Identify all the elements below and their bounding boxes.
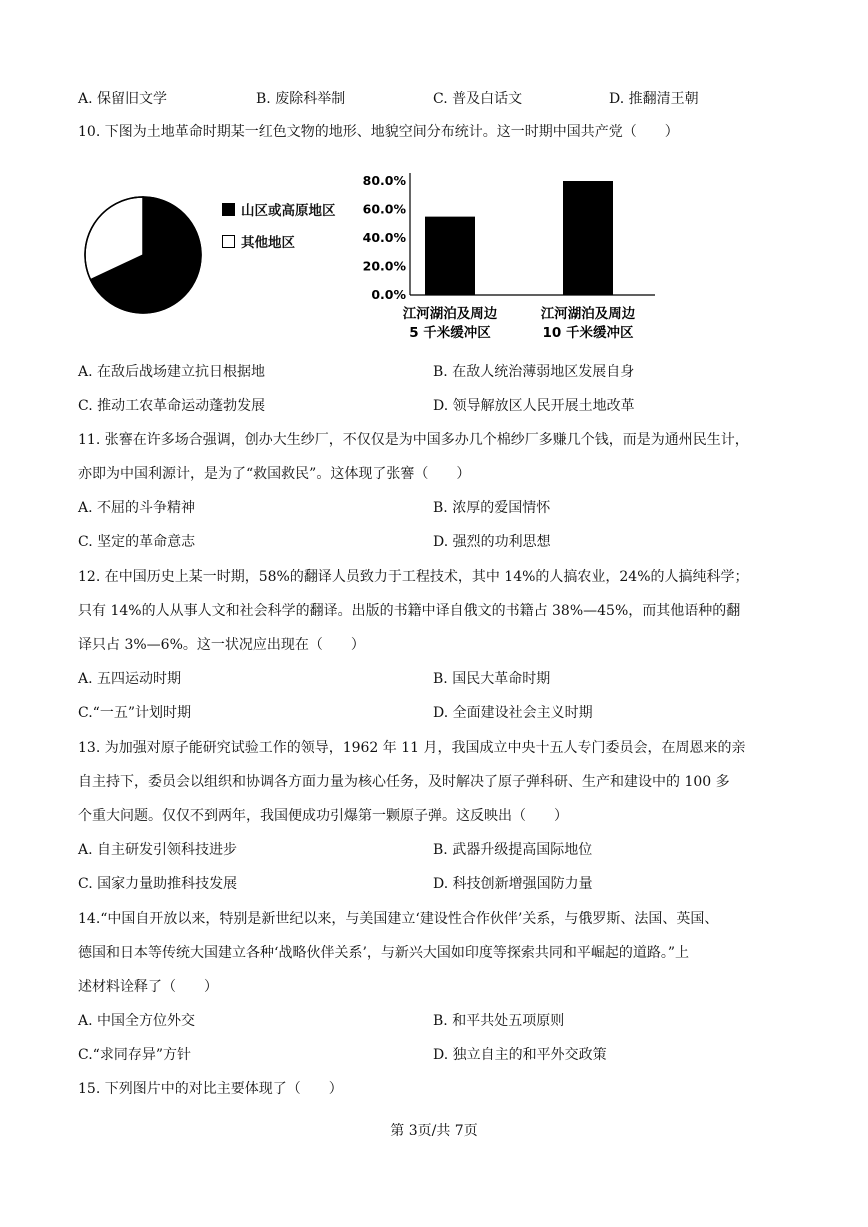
q14-line-1: 14.“中国自开放以来，特别是新世纪以来，与美国建立‘建设性合作伙伴’关系，与俄罗斯、法国、英国、 (78, 911, 719, 927)
q14-line-2: 德国和日本等传统大国建立各种‘战略伙伴关系’，与新兴大国如印度等探索共同和平崛起的道路。”上 (78, 945, 690, 961)
bar-1 (425, 217, 475, 295)
q13-option-a: A. 自主研发引领科技进步 (78, 842, 238, 858)
bar-2 (563, 181, 613, 295)
q10-option-d: D. 领导解放区人民开展土地改革 (433, 398, 635, 414)
y-tick-label: 0.0% (371, 287, 406, 302)
y-tick-label: 60.0% (362, 201, 406, 217)
q14-option-b: B. 和平共处五项原则 (433, 1013, 565, 1029)
y-tick-label: 80.0% (362, 173, 406, 188)
legend-mountain (222, 199, 336, 219)
x-category-label: 江河湖泊及周边 (540, 306, 636, 322)
pie-chart (78, 190, 208, 320)
q10-option-c: C. 推动工农革命运动蓬勃发展 (78, 398, 266, 414)
q10-option-a: A. 在敌后战场建立抗日根据地 (78, 364, 266, 380)
q12-line-3: 译只占 3%—6%。这一状况应出现在（ ） (78, 637, 365, 653)
q15-stem: 15. 下列图片中的对比主要体现了（ ） (78, 1081, 343, 1097)
q9-option-d: D. 推翻清王朝 (609, 91, 699, 107)
q12-option-d: D. 全面建设社会主义时期 (433, 705, 593, 721)
q13-line-2: 自主持下，委员会以组织和协调各方面力量为核心任务，及时解决了原子弹科研、生产和建设中的 100 多 (78, 774, 730, 790)
q11-option-d: D. 强烈的功利思想 (433, 534, 551, 550)
q13-option-c: C. 国家力量助推科技发展 (78, 876, 238, 892)
page-footer: 第 3页/共 7页 (390, 1123, 478, 1139)
q12-option-b: B. 国民大革命时期 (433, 671, 551, 687)
x-category-label: 江河湖泊及周边 (402, 306, 498, 322)
q12-line-1: 12. 在中国历史上某一时期，58%的翻译人员致力于工程技术，其中 14%的人搞农业，24%的人搞纯科学； (78, 569, 749, 585)
q13-option-d: D. 科技创新增强国防力量 (433, 876, 593, 892)
q12-option-c: C.“一五”计划时期 (78, 705, 191, 721)
q13-line-1: 13. 为加强对原子能研究试验工作的领导，1962 年 11 月，我国成立中央十五人专门委员会，在周恩来的亲 (78, 740, 746, 756)
q12-line-2: 只有 14%的人从事人文和社会科学的翻译。出版的书籍中译自俄文的书籍占 38%—45%，而其他语种的翻 (78, 603, 741, 619)
q13-option-b: B. 武器升级提高国际地位 (433, 842, 593, 858)
q11-option-a: A. 不屈的斗争精神 (78, 500, 196, 516)
q11-option-c: C. 坚定的革命意志 (78, 534, 196, 550)
q9-option-a: A. 保留旧文学 (78, 91, 168, 107)
q14-option-c: C.“求同存异”方针 (78, 1047, 191, 1063)
q14-option-a: A. 中国全方位外交 (78, 1013, 196, 1029)
y-tick-label: 20.0% (362, 258, 406, 274)
legend-other (222, 231, 295, 251)
q12-option-a: A. 五四运动时期 (78, 671, 182, 687)
q10-stem: 10. 下图为土地革命时期某一红色文物的地形、地貌空间分布统计。这一时期中国共产党（ ） (78, 124, 679, 140)
legend-swatch-empty (222, 235, 235, 248)
x-category-label: 10 千米缓冲区 (542, 325, 634, 341)
q11-line-1: 11. 张謇在许多场合强调，创办大生纱厂，不仅仅是为中国多办几个棉纱厂多赚几个钱，而是为通州民生计， (78, 432, 749, 448)
y-tick-label: 40.0% (362, 230, 406, 245)
legend-label-mountain: 山区或高原地区 (241, 203, 336, 219)
q13-line-3: 个重大问题。仅仅不到两年，我国便成功引爆第一颗原子弹。这反映出（ ） (78, 808, 568, 824)
bar-chart (350, 165, 690, 345)
q14-option-d: D. 独立自主的和平外交政策 (433, 1047, 607, 1063)
q10-option-b: B. 在敌人统治薄弱地区发展自身 (433, 364, 635, 380)
x-category-label: 5 千米缓冲区 (409, 325, 491, 341)
legend-swatch-filled (222, 203, 235, 216)
q9-option-c: C. 普及白话文 (433, 91, 523, 107)
legend-label-other: 其他地区 (241, 235, 295, 251)
q14-line-3: 述材料诠释了（ ） (78, 979, 218, 995)
q11-option-b: B. 浓厚的爱国情怀 (433, 500, 551, 516)
q11-line-2: 亦即为中国利源计，是为了“救国救民”。这体现了张謇（ ） (78, 466, 471, 482)
q9-option-b: B. 废除科举制 (256, 91, 346, 107)
